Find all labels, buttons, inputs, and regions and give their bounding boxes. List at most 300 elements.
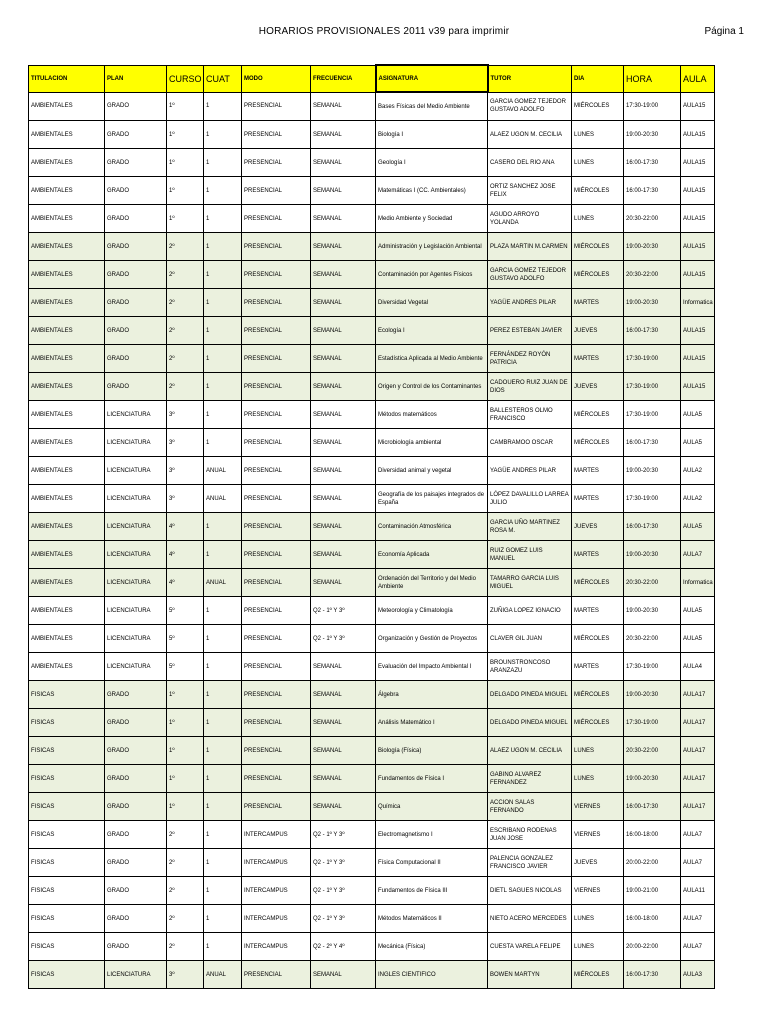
cell-frecuencia: Q2 - 1º Y 3º [311,877,376,905]
cell-titulacion: AMBIENTALES [29,569,105,597]
cell-tutor: CUESTA VARELA FELIPE [488,933,572,961]
cell-titulacion: FISICAS [29,793,105,821]
cell-curso: 1º [167,709,204,737]
cell-titulacion: FISICAS [29,681,105,709]
cell-hora: 19:00-20:30 [624,541,681,569]
cell-tutor: NIETO ACERO MERCEDES [488,905,572,933]
table-row [29,625,715,653]
cell-modo: PRESENCIAL [242,961,311,989]
cell-plan: GRADO [105,737,167,765]
cell-plan: LICENCIATURA [105,541,167,569]
table-row [29,429,715,457]
cell-frecuencia: SEMANAL [311,961,376,989]
cell-hora: 20:30-22:00 [624,625,681,653]
cell-titulacion: AMBIENTALES [29,345,105,373]
cell-hora: 16:00-17:30 [624,317,681,345]
cell-plan: LICENCIATURA [105,961,167,989]
cell-asignatura: Geología I [376,149,488,177]
table-row [29,541,715,569]
cell-aula: AULA15 [681,261,715,289]
cell-cuat: 1 [204,597,242,625]
cell-tutor: PALENCIA GONZALEZ FRANCISCO JAVIER [488,849,572,877]
cell-asignatura: Diversidad animal y vegetal [376,457,488,485]
cell-plan: GRADO [105,905,167,933]
cell-hora: 16:00-17:30 [624,177,681,205]
cell-cuat: 1 [204,317,242,345]
cell-curso: 3º [167,429,204,457]
cell-modo: PRESENCIAL [242,429,311,457]
cell-plan: GRADO [105,933,167,961]
cell-dia: JUEVES [572,373,624,401]
cell-tutor: TAMARRO GARCIA LUIS MIGUEL [488,569,572,597]
table-row [29,849,715,877]
cell-plan: LICENCIATURA [105,513,167,541]
cell-frecuencia: SEMANAL [311,373,376,401]
cell-dia: LUNES [572,149,624,177]
table-row [29,373,715,401]
cell-asignatura: Matemáticas I (CC. Ambientales) [376,177,488,205]
cell-hora: 19:00-20:30 [624,765,681,793]
cell-plan: GRADO [105,205,167,233]
cell-cuat: 1 [204,653,242,681]
cell-plan: GRADO [105,121,167,149]
table-row [29,289,715,317]
cell-hora: 17:30-19:00 [624,401,681,429]
cell-frecuencia: SEMANAL [311,345,376,373]
cell-cuat: 1 [204,92,242,121]
cell-aula: AULA15 [681,373,715,401]
cell-titulacion: FISICAS [29,737,105,765]
cell-modo: INTERCAMPUS [242,877,311,905]
cell-asignatura: Administración y Legislación Ambiental [376,233,488,261]
cell-tutor: GARCIA UÑO MARTINEZ ROSA M. [488,513,572,541]
cell-asignatura: Fundamentos de Física I [376,765,488,793]
cell-hora: 19:00-20:30 [624,233,681,261]
cell-curso: 2º [167,373,204,401]
cell-asignatura: Química [376,793,488,821]
table-row [29,92,715,121]
cell-modo: PRESENCIAL [242,653,311,681]
cell-curso: 2º [167,317,204,345]
cell-hora: 20:30-22:00 [624,737,681,765]
cell-dia: MIÉRCOLES [572,177,624,205]
cell-frecuencia: SEMANAL [311,569,376,597]
cell-curso: 2º [167,905,204,933]
cell-modo: PRESENCIAL [242,289,311,317]
cell-titulacion: FISICAS [29,933,105,961]
cell-modo: INTERCAMPUS [242,905,311,933]
cell-aula: AULA15 [681,121,715,149]
cell-titulacion: AMBIENTALES [29,289,105,317]
cell-modo: PRESENCIAL [242,317,311,345]
cell-dia: LUNES [572,765,624,793]
cell-plan: GRADO [105,681,167,709]
cell-tutor: ZUÑIGA LOPEZ IGNACIO [488,597,572,625]
cell-cuat: 1 [204,177,242,205]
page-number: Página 1 [704,26,744,37]
cell-plan: GRADO [105,345,167,373]
cell-hora: 19:00-20:30 [624,121,681,149]
cell-frecuencia: SEMANAL [311,261,376,289]
col-header-modo: MODO [242,65,311,92]
cell-frecuencia: SEMANAL [311,177,376,205]
cell-tutor: GARCIA GOMEZ TEJEDOR GUSTAVO ADOLFO [488,261,572,289]
cell-tutor: GARCIA GOMEZ TEJEDOR GUSTAVO ADOLFO [488,92,572,121]
cell-curso: 2º [167,821,204,849]
cell-curso: 1º [167,793,204,821]
cell-plan: GRADO [105,821,167,849]
cell-aula: AULA15 [681,205,715,233]
cell-titulacion: FISICAS [29,709,105,737]
cell-curso: 1º [167,681,204,709]
cell-tutor: ACCION SALAS FERNANDO [488,793,572,821]
cell-plan: LICENCIATURA [105,597,167,625]
table-row [29,877,715,905]
cell-curso: 4º [167,541,204,569]
cell-aula: AULA15 [681,149,715,177]
cell-titulacion: FISICAS [29,905,105,933]
cell-dia: MARTES [572,597,624,625]
cell-asignatura: Métodos matemáticos [376,401,488,429]
cell-asignatura: Meteorología y Climatología [376,597,488,625]
cell-frecuencia: SEMANAL [311,92,376,121]
cell-dia: JUEVES [572,317,624,345]
cell-asignatura: Diversidad Vegetal [376,289,488,317]
header-row [29,65,715,92]
cell-titulacion: FISICAS [29,821,105,849]
cell-cuat: 1 [204,821,242,849]
cell-plan: LICENCIATURA [105,569,167,597]
cell-aula: AULA17 [681,709,715,737]
cell-curso: 3º [167,401,204,429]
cell-curso: 4º [167,513,204,541]
cell-dia: MIÉRCOLES [572,429,624,457]
cell-asignatura: Electromagnetismo I [376,821,488,849]
col-header-hora: HORA [624,65,681,92]
cell-asignatura: Organización y Gestión de Proyectos [376,625,488,653]
cell-titulacion: AMBIENTALES [29,541,105,569]
cell-modo: PRESENCIAL [242,681,311,709]
cell-dia: MIÉRCOLES [572,569,624,597]
cell-plan: GRADO [105,177,167,205]
cell-curso: 4º [167,569,204,597]
cell-hora: 20:30-22:00 [624,569,681,597]
cell-modo: PRESENCIAL [242,597,311,625]
schedule-table [28,64,715,989]
cell-dia: LUNES [572,737,624,765]
cell-dia: MARTES [572,485,624,513]
cell-cuat: 1 [204,905,242,933]
cell-hora: 20:30-22:00 [624,205,681,233]
cell-modo: PRESENCIAL [242,709,311,737]
cell-plan: GRADO [105,793,167,821]
cell-hora: 19:00-21:00 [624,877,681,905]
cell-dia: LUNES [572,205,624,233]
cell-dia: MIÉRCOLES [572,233,624,261]
cell-hora: 20:00-22:00 [624,849,681,877]
cell-tutor: ESCRIBANO RODENAS JUAN JOSE [488,821,572,849]
table-row [29,961,715,989]
cell-asignatura: Métodos Matemáticos II [376,905,488,933]
cell-frecuencia: SEMANAL [311,233,376,261]
cell-titulacion: AMBIENTALES [29,653,105,681]
cell-tutor: BOWEN MARTYN [488,961,572,989]
cell-asignatura: Ordenación del Territorio y del Medio Ambiente [376,569,488,597]
cell-cuat: 1 [204,541,242,569]
cell-plan: LICENCIATURA [105,457,167,485]
cell-modo: PRESENCIAL [242,485,311,513]
cell-frecuencia: SEMANAL [311,121,376,149]
cell-hora: 19:00-20:30 [624,597,681,625]
cell-titulacion: AMBIENTALES [29,373,105,401]
cell-dia: MIÉRCOLES [572,961,624,989]
cell-aula: AULA17 [681,765,715,793]
page-header [0,24,768,42]
cell-titulacion: FISICAS [29,765,105,793]
cell-modo: PRESENCIAL [242,737,311,765]
cell-asignatura: INGLES CIENTIFICO [376,961,488,989]
col-header-frecuencia: FRECUENCIA [311,65,376,92]
cell-curso: 2º [167,345,204,373]
cell-tutor: PEREZ ESTEBAN JAVIER [488,317,572,345]
col-header-plan: PLAN [105,65,167,92]
cell-frecuencia: SEMANAL [311,205,376,233]
table-row [29,177,715,205]
cell-modo: INTERCAMPUS [242,849,311,877]
cell-cuat: 1 [204,737,242,765]
cell-aula: AULA2 [681,457,715,485]
cell-modo: PRESENCIAL [242,513,311,541]
cell-titulacion: AMBIENTALES [29,485,105,513]
table-row [29,681,715,709]
cell-plan: GRADO [105,709,167,737]
table-row [29,233,715,261]
cell-asignatura: Medio Ambiente y Sociedad [376,205,488,233]
cell-titulacion: AMBIENTALES [29,92,105,121]
cell-aula: AULA7 [681,905,715,933]
cell-cuat: 1 [204,205,242,233]
cell-frecuencia: SEMANAL [311,429,376,457]
cell-plan: GRADO [105,317,167,345]
cell-modo: INTERCAMPUS [242,933,311,961]
cell-asignatura: Fundamentos de Física III [376,877,488,905]
cell-curso: 3º [167,485,204,513]
cell-plan: LICENCIATURA [105,401,167,429]
cell-frecuencia: SEMANAL [311,681,376,709]
table-row [29,205,715,233]
cell-dia: VIERNES [572,793,624,821]
cell-frecuencia: SEMANAL [311,289,376,317]
cell-frecuencia: SEMANAL [311,401,376,429]
table-row [29,737,715,765]
cell-dia: MARTES [572,457,624,485]
cell-aula: AULA3 [681,961,715,989]
cell-aula: AULA5 [681,401,715,429]
table-row [29,597,715,625]
cell-titulacion: FISICAS [29,877,105,905]
cell-hora: 17:30-19:00 [624,709,681,737]
cell-aula: AULA5 [681,513,715,541]
cell-aula: AULA15 [681,345,715,373]
cell-frecuencia: SEMANAL [311,485,376,513]
cell-plan: LICENCIATURA [105,625,167,653]
cell-modo: PRESENCIAL [242,541,311,569]
cell-cuat: 1 [204,765,242,793]
cell-curso: 1º [167,121,204,149]
document-title: HORARIOS PROVISIONALES 2011 v39 para imprimir [258,26,510,37]
cell-tutor: DELGADO PINEDA MIGUEL [488,709,572,737]
cell-frecuencia: SEMANAL [311,513,376,541]
cell-hora: 16:00-17:30 [624,513,681,541]
cell-curso: 1º [167,149,204,177]
cell-dia: MARTES [572,653,624,681]
cell-curso: 3º [167,457,204,485]
cell-curso: 1º [167,765,204,793]
cell-modo: PRESENCIAL [242,233,311,261]
cell-plan: LICENCIATURA [105,653,167,681]
cell-cuat: 1 [204,681,242,709]
cell-hora: 16:00-17:30 [624,961,681,989]
cell-tutor: BROUNSTRONCOSO ARANZAZU [488,653,572,681]
cell-asignatura: Biología (Física) [376,737,488,765]
cell-hora: 19:00-20:30 [624,457,681,485]
cell-asignatura: Análisis Matemático I [376,709,488,737]
cell-curso: 3º [167,961,204,989]
cell-dia: MIÉRCOLES [572,92,624,121]
cell-tutor: LÓPEZ DAVALILLO LARREA JULIO [488,485,572,513]
table-row [29,905,715,933]
cell-aula: AULA7 [681,933,715,961]
cell-cuat: 1 [204,261,242,289]
cell-titulacion: AMBIENTALES [29,205,105,233]
cell-cuat: 1 [204,121,242,149]
col-header-tutor: TUTOR [488,65,572,92]
cell-frecuencia: SEMANAL [311,737,376,765]
cell-frecuencia: SEMANAL [311,541,376,569]
cell-hora: 16:00-18:00 [624,821,681,849]
table-row [29,317,715,345]
cell-dia: MARTES [572,345,624,373]
cell-hora: 20:00-22:00 [624,933,681,961]
cell-cuat: 1 [204,877,242,905]
col-header-aula: AULA [681,65,715,92]
cell-frecuencia: SEMANAL [311,149,376,177]
cell-dia: MIÉRCOLES [572,681,624,709]
cell-dia: VIERNES [572,821,624,849]
col-header-curso: CURSO [167,65,204,92]
cell-asignatura: Estadística Aplicada al Medio Ambiente [376,345,488,373]
table-row [29,261,715,289]
table-row [29,513,715,541]
cell-tutor: DELGADO PINEDA MIGUEL [488,681,572,709]
cell-hora: 16:00-17:30 [624,149,681,177]
cell-modo: PRESENCIAL [242,121,311,149]
cell-modo: PRESENCIAL [242,261,311,289]
cell-curso: 2º [167,933,204,961]
cell-titulacion: AMBIENTALES [29,597,105,625]
cell-frecuencia: Q2 - 1º Y 3º [311,905,376,933]
cell-cuat: ANUAL [204,961,242,989]
cell-frecuencia: Q2 - 1º Y 3º [311,597,376,625]
col-header-dia: DIA [572,65,624,92]
cell-dia: MARTES [572,541,624,569]
cell-tutor: FERNÁNDEZ ROYÓN PATRICIA [488,345,572,373]
cell-modo: PRESENCIAL [242,149,311,177]
cell-cuat: 1 [204,429,242,457]
cell-asignatura: Ecología I [376,317,488,345]
cell-modo: PRESENCIAL [242,177,311,205]
cell-asignatura: Contaminación por Agentes Físicos [376,261,488,289]
cell-asignatura: Origen y Control de los Contaminantes [376,373,488,401]
cell-titulacion: AMBIENTALES [29,457,105,485]
cell-cuat: 1 [204,373,242,401]
cell-dia: VIERNES [572,877,624,905]
cell-tutor: YAGÜE ANDRES PILAR [488,289,572,317]
cell-titulacion: AMBIENTALES [29,177,105,205]
cell-asignatura: Álgebra [376,681,488,709]
cell-plan: GRADO [105,373,167,401]
cell-modo: PRESENCIAL [242,373,311,401]
cell-cuat: 1 [204,345,242,373]
table-row [29,793,715,821]
cell-hora: 16:00-18:00 [624,905,681,933]
cell-aula: AULA7 [681,541,715,569]
cell-aula: AULA15 [681,92,715,121]
cell-cuat: ANUAL [204,569,242,597]
cell-cuat: ANUAL [204,485,242,513]
cell-dia: MIÉRCOLES [572,625,624,653]
cell-titulacion: AMBIENTALES [29,121,105,149]
cell-plan: GRADO [105,849,167,877]
cell-modo: PRESENCIAL [242,205,311,233]
cell-hora: 17:30-19:00 [624,345,681,373]
table-row [29,345,715,373]
cell-aula: AULA15 [681,177,715,205]
table-row [29,401,715,429]
cell-aula: Informatica [681,289,715,317]
cell-titulacion: FISICAS [29,849,105,877]
table-row [29,821,715,849]
table-row [29,149,715,177]
cell-titulacion: AMBIENTALES [29,429,105,457]
cell-tutor: CADOUERO RUIZ JUAN DE DIOS [488,373,572,401]
cell-cuat: ANUAL [204,457,242,485]
cell-cuat: 1 [204,709,242,737]
cell-titulacion: AMBIENTALES [29,513,105,541]
col-header-asignatura: ASIGNATURA [376,65,488,92]
cell-hora: 17:30-19:00 [624,653,681,681]
cell-cuat: 1 [204,289,242,317]
cell-cuat: 1 [204,849,242,877]
col-header-titulacion: TITULACION [29,65,105,92]
cell-aula: AULA5 [681,625,715,653]
cell-modo: PRESENCIAL [242,765,311,793]
cell-plan: GRADO [105,261,167,289]
cell-hora: 19:00-20:30 [624,681,681,709]
cell-hora: 17:30-19:00 [624,485,681,513]
cell-tutor: BALLESTEROS OLMO FRANCISCO [488,401,572,429]
cell-curso: 2º [167,877,204,905]
cell-plan: LICENCIATURA [105,429,167,457]
cell-aula: AULA15 [681,233,715,261]
cell-aula: AULA5 [681,429,715,457]
cell-modo: PRESENCIAL [242,401,311,429]
cell-aula: AULA7 [681,821,715,849]
cell-modo: PRESENCIAL [242,793,311,821]
cell-dia: LUNES [572,933,624,961]
cell-hora: 20:30-22:00 [624,261,681,289]
cell-dia: LUNES [572,121,624,149]
